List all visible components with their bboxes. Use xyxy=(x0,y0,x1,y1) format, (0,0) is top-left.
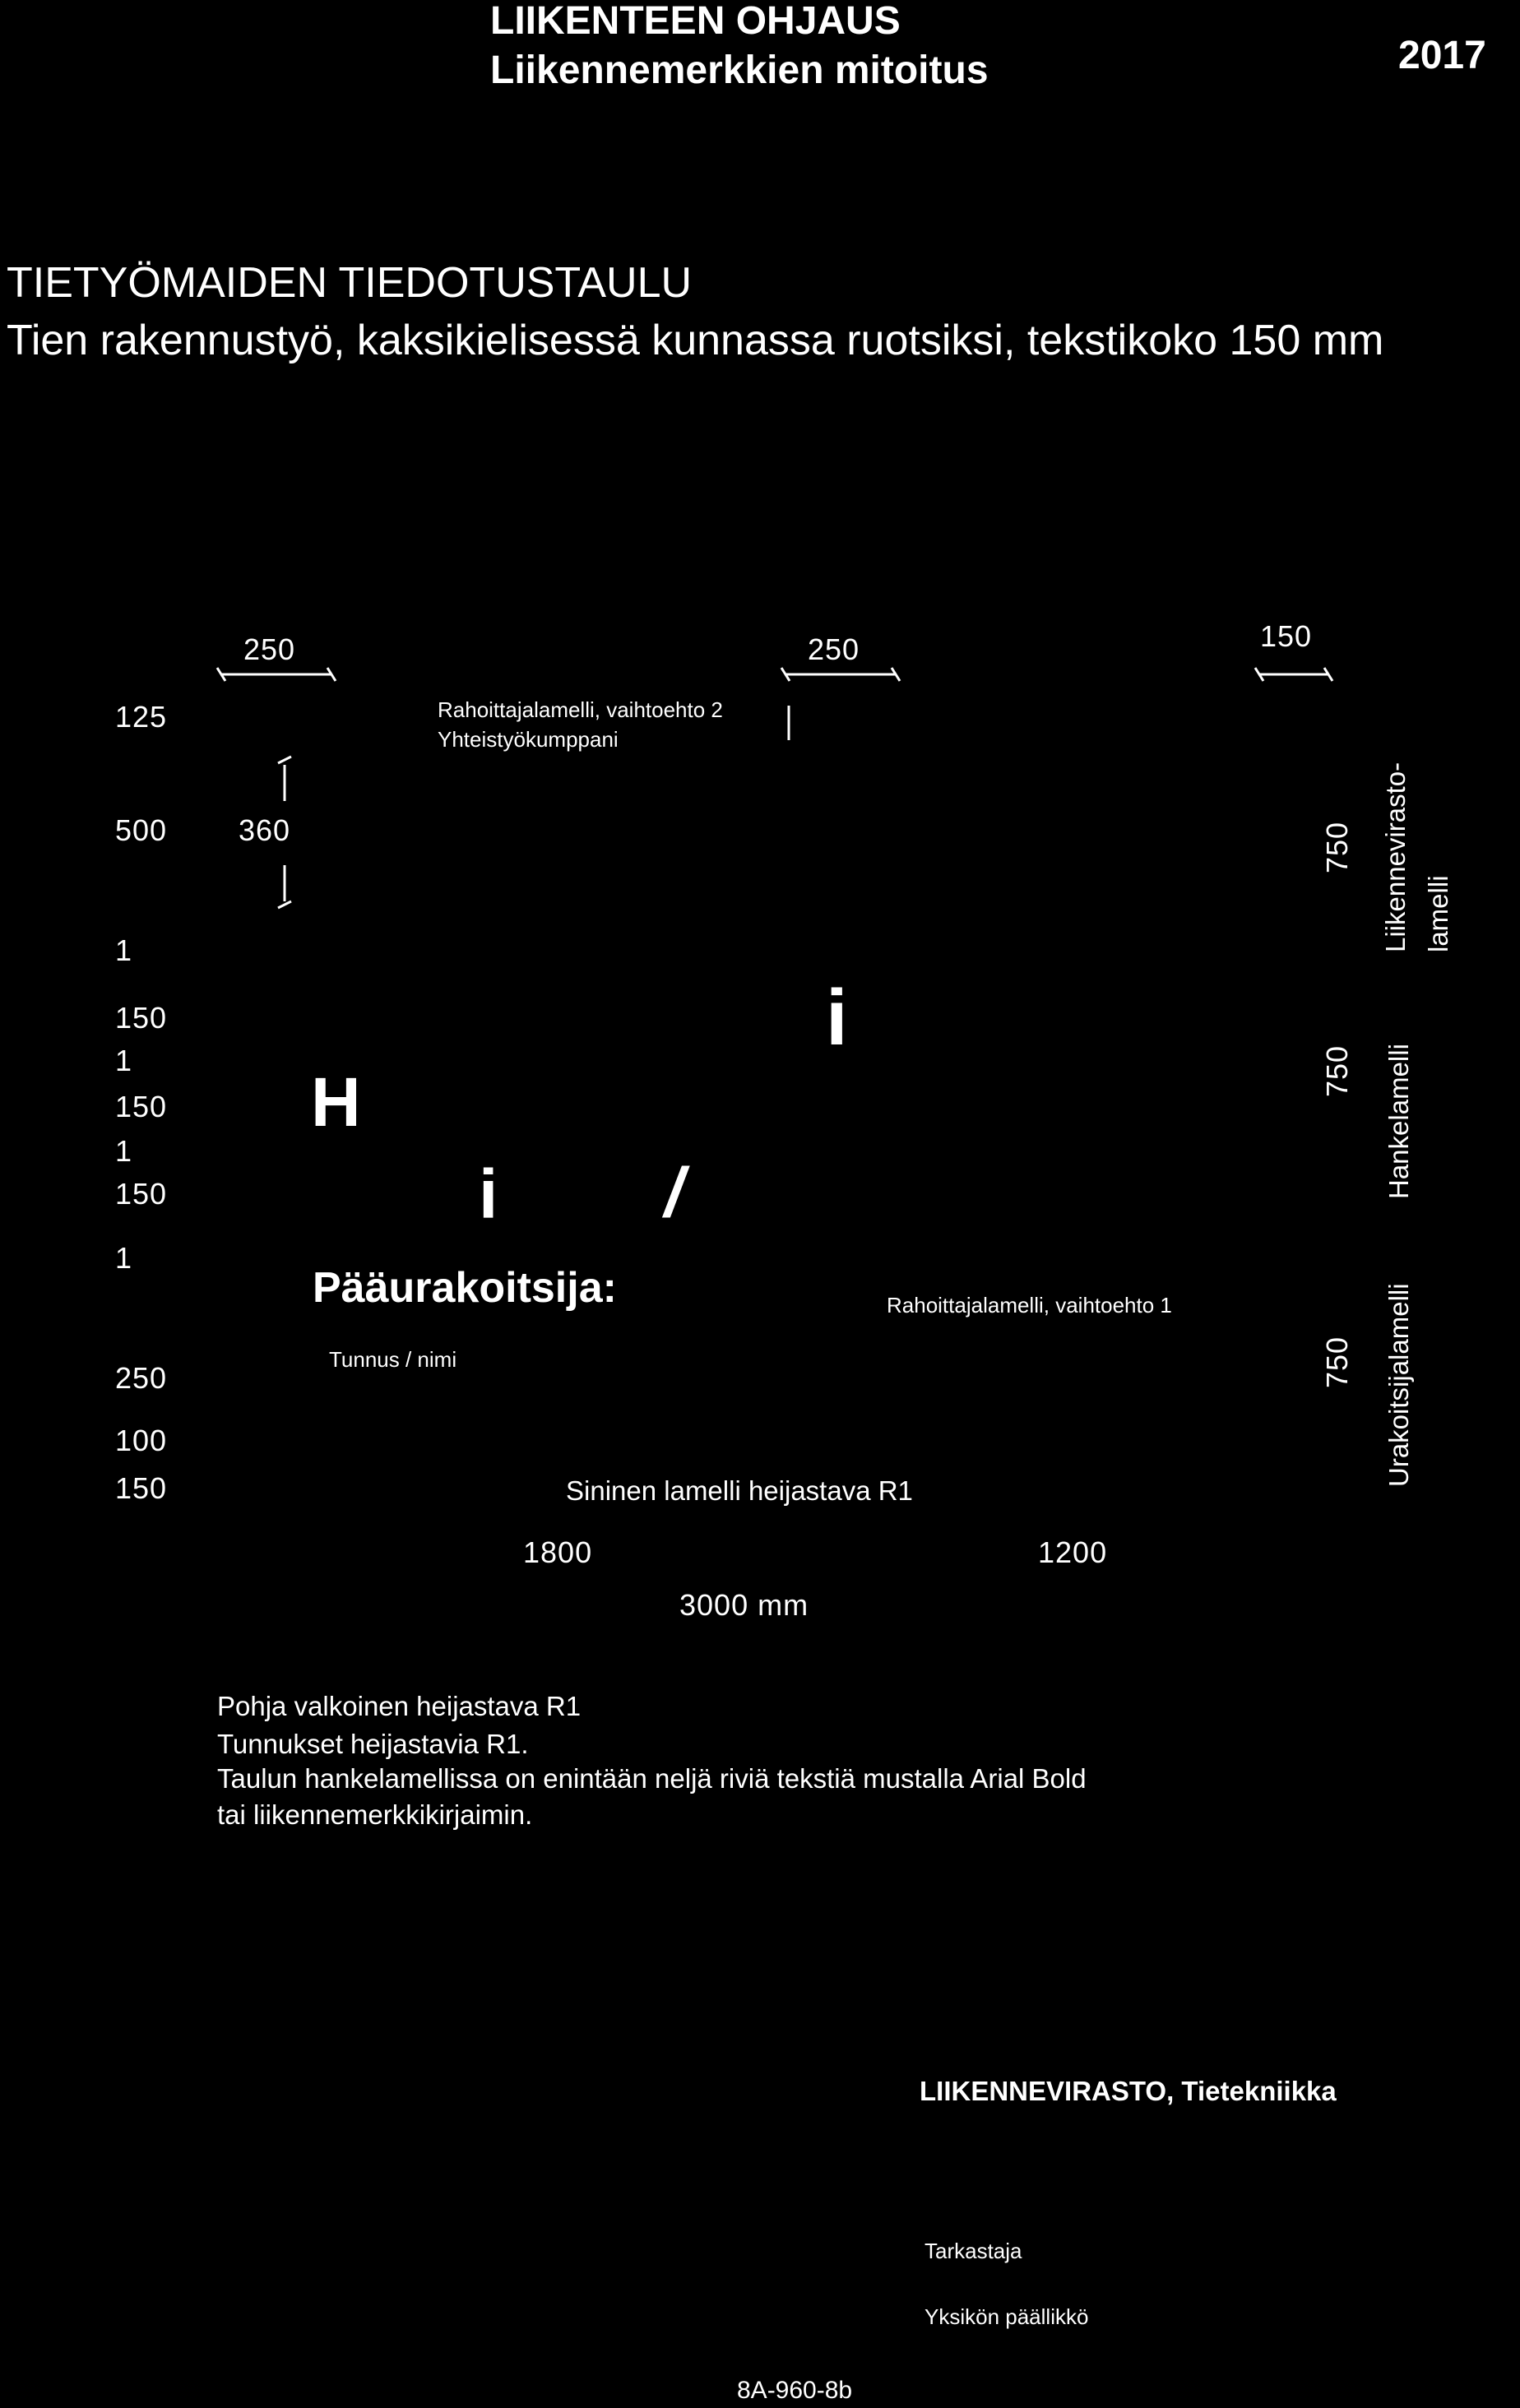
slat-label: Urakoitsijalamelli xyxy=(1383,1283,1414,1487)
dimension-top-middle: 250 xyxy=(808,632,860,666)
left-dimension: 150 xyxy=(115,1001,168,1035)
dimension-bottom-total: 3000 mm xyxy=(679,1588,809,1622)
label-blue-slat: Sininen lamelli heijastava R1 xyxy=(566,1475,913,1506)
label-funder-option-2: Rahoittajalamelli, vaihtoehto 2 xyxy=(438,697,723,722)
dimension-top-right: 150 xyxy=(1260,619,1313,653)
page-subtitle: Tien rakennustyö, kaksikielisessä kunnassa ruotsiksi, tekstikoko 150 mm xyxy=(7,317,1384,364)
header-title: LIIKENTEEN OHJAUS xyxy=(490,0,901,43)
slat-height: 750 xyxy=(1320,821,1354,873)
footer-organization: LIIKENNEVIRASTO, Tietekniikka xyxy=(920,2076,1337,2106)
slat-label: Hankelamelli xyxy=(1383,1044,1414,1199)
left-dimension: 150 xyxy=(115,1177,168,1211)
label-main-contractor: Pääurakoitsija: xyxy=(313,1264,617,1312)
left-dimension: 250 xyxy=(115,1361,168,1395)
dimension-top-left: 250 xyxy=(243,632,296,666)
left-dimension: 1 xyxy=(115,1044,133,1077)
drawing-number: 8A-960-8b xyxy=(737,2377,853,2404)
left-dimension: 150 xyxy=(115,1471,168,1505)
label-id-name: Tunnus / nimi xyxy=(329,1347,457,1372)
left-dimension: 1 xyxy=(115,1241,133,1275)
glyph-slash: / xyxy=(665,1154,684,1231)
slat-height: 750 xyxy=(1320,1336,1354,1388)
dimension-bottom-right: 1200 xyxy=(1038,1535,1108,1569)
left-dimension: 1 xyxy=(115,1134,133,1168)
dimension-logo-height: 360 xyxy=(239,813,291,847)
page-title: TIETYÖMAIDEN TIEDOTUSTAULU xyxy=(7,259,693,307)
header-subtitle: Liikennemerkkien mitoitus xyxy=(490,49,989,92)
left-dimension: 125 xyxy=(115,700,168,734)
note-line: Taulun hankelamellissa on enintään neljä riviä tekstiä mustalla Arial Bold xyxy=(217,1763,1087,1794)
footer-checker: Tarkastaja xyxy=(925,2239,1022,2263)
left-dimension: 150 xyxy=(115,1090,168,1123)
glyph-h: H xyxy=(311,1063,361,1141)
label-funder-option-1: Rahoittajalamelli, vaihtoehto 1 xyxy=(887,1293,1172,1317)
glyph-i-top: i xyxy=(826,974,848,1062)
label-partner: Yhteistyökumppani xyxy=(438,727,619,752)
left-dimension: 100 xyxy=(115,1424,168,1457)
note-line: Pohja valkoinen heijastava R1 xyxy=(217,1691,582,1721)
left-dimension: 500 xyxy=(115,813,168,847)
footer-unit-head: Yksikön päällikkö xyxy=(925,2304,1089,2329)
slat-label: Liikennevirasto- xyxy=(1380,762,1411,952)
left-dimension: 1 xyxy=(115,933,133,967)
note-line: tai liikennemerkkikirjaimin. xyxy=(217,1799,533,1830)
slat-height: 750 xyxy=(1320,1044,1354,1097)
glyph-i-mid: i xyxy=(479,1155,498,1233)
note-line: Tunnukset heijastavia R1. xyxy=(217,1729,529,1759)
dimension-bottom-left: 1800 xyxy=(523,1535,593,1569)
header-year: 2017 xyxy=(1398,34,1486,77)
slat-label: lamelli xyxy=(1423,875,1453,952)
